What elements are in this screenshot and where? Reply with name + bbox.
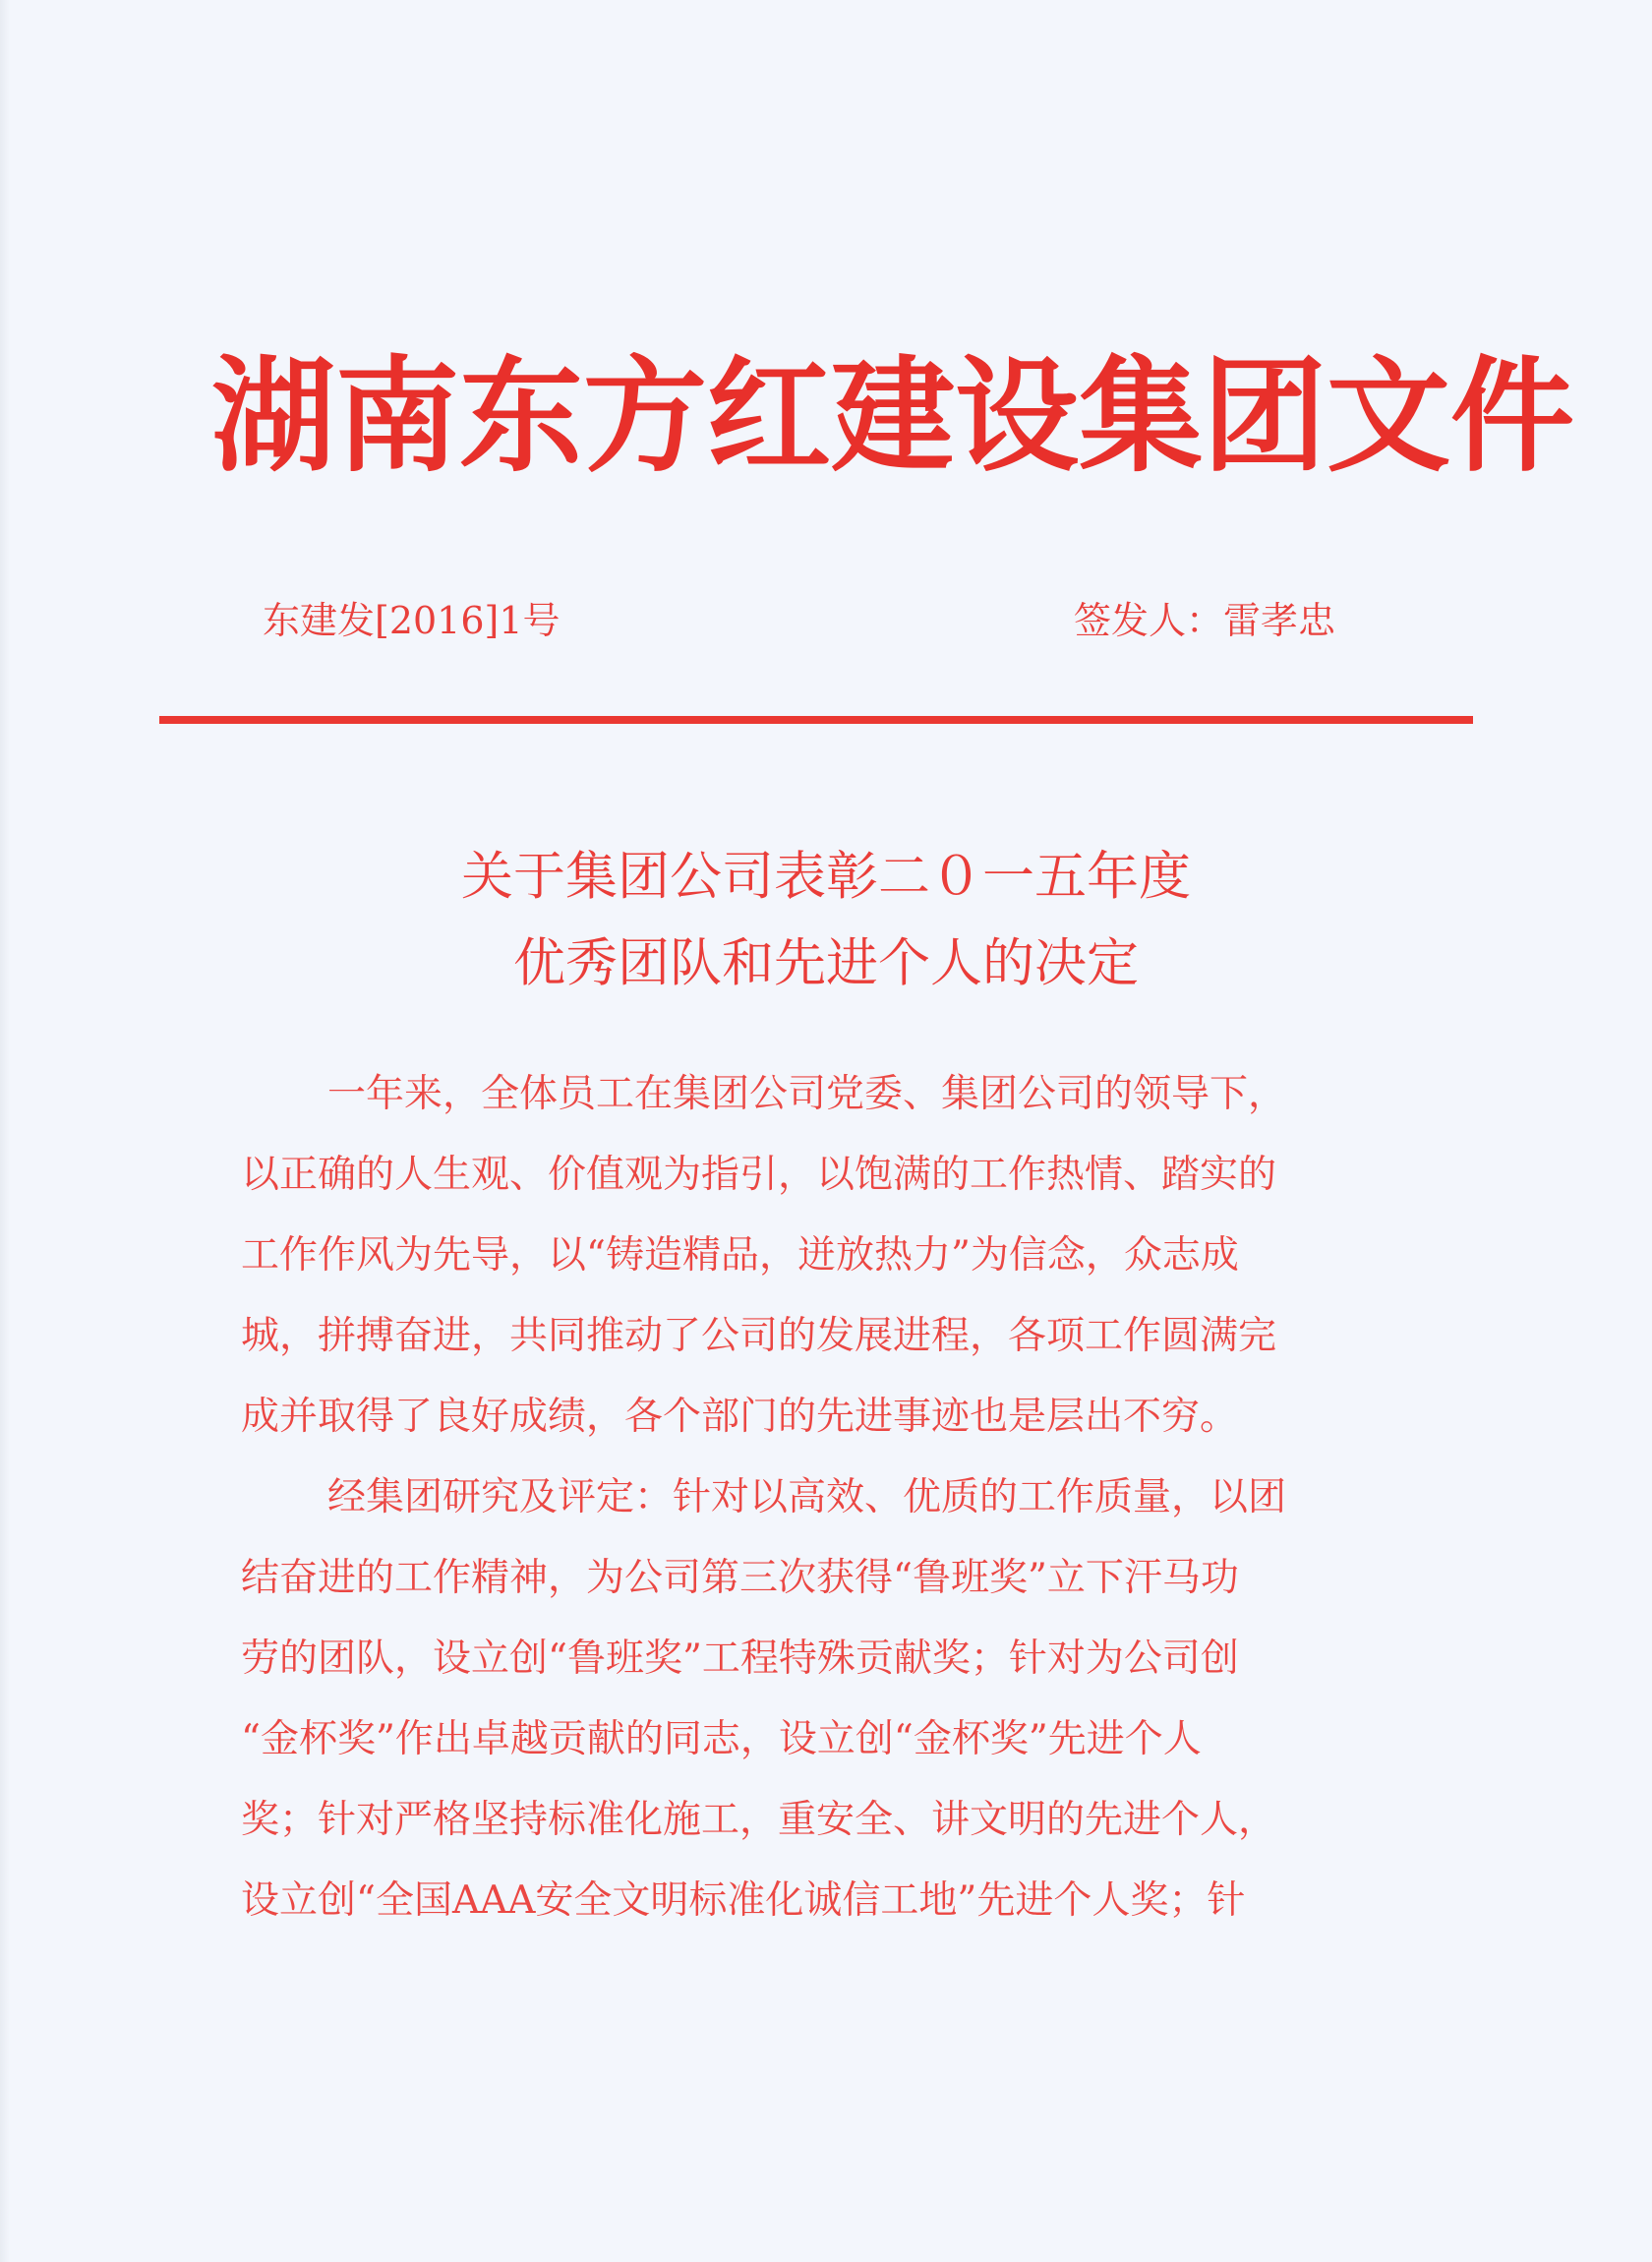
body-line: 经集团研究及评定：针对以高效、优质的工作质量，以团 bbox=[327, 1475, 1287, 1519]
body-line: 设立创“全国AAA安全文明标准化诚信工地”先进个人奖；针 bbox=[241, 1878, 1246, 1923]
red-separator-line bbox=[159, 716, 1473, 724]
document-subject bbox=[216, 834, 1436, 1007]
body-line: 城，拼搏奋进，共同推动了公司的发展进程，各项工作圆满完 bbox=[241, 1314, 1277, 1358]
body-line: 结奋进的工作精神，为公司第三次获得“鲁班奖”立下汗马功 bbox=[241, 1556, 1239, 1600]
document-number: 东建发[2016]1号 bbox=[263, 599, 560, 642]
body-line: 劳的团队，设立创“鲁班奖”工程特殊贡献奖；针对为公司创 bbox=[241, 1637, 1239, 1681]
subject-line: 关于集团公司表彰二０一五年度 bbox=[461, 847, 1191, 907]
body-line: 以正确的人生观、价值观为指引，以饱满的工作热情、踏实的 bbox=[241, 1153, 1277, 1197]
subject-line: 优秀团队和先进个人的决定 bbox=[513, 933, 1139, 993]
body-line: 一年来，全体员工在集团公司党委、集团公司的领导下， bbox=[327, 1072, 1287, 1116]
body-line: 工作作风为先导，以“铸造精品，迸放热力”为信念，众志成 bbox=[241, 1233, 1239, 1278]
document-header-title: 湖南东方红建设集团文件 bbox=[211, 343, 1574, 489]
body-line: 奖；针对严格坚持标准化施工，重安全、讲文明的先进个人， bbox=[241, 1798, 1277, 1842]
signer: 签发人：雷孝忠 bbox=[1074, 599, 1336, 642]
body-line: 成并取得了良好成绩，各个部门的先进事迹也是层出不穷。 bbox=[241, 1395, 1239, 1439]
blank-page-area bbox=[0, 1996, 1652, 2262]
body-line: “金杯奖”作出卓越贡献的同志，设立创“金杯奖”先进个人 bbox=[241, 1717, 1202, 1761]
paper-left-edge bbox=[0, 0, 10, 2262]
document-body bbox=[241, 1054, 1416, 1941]
